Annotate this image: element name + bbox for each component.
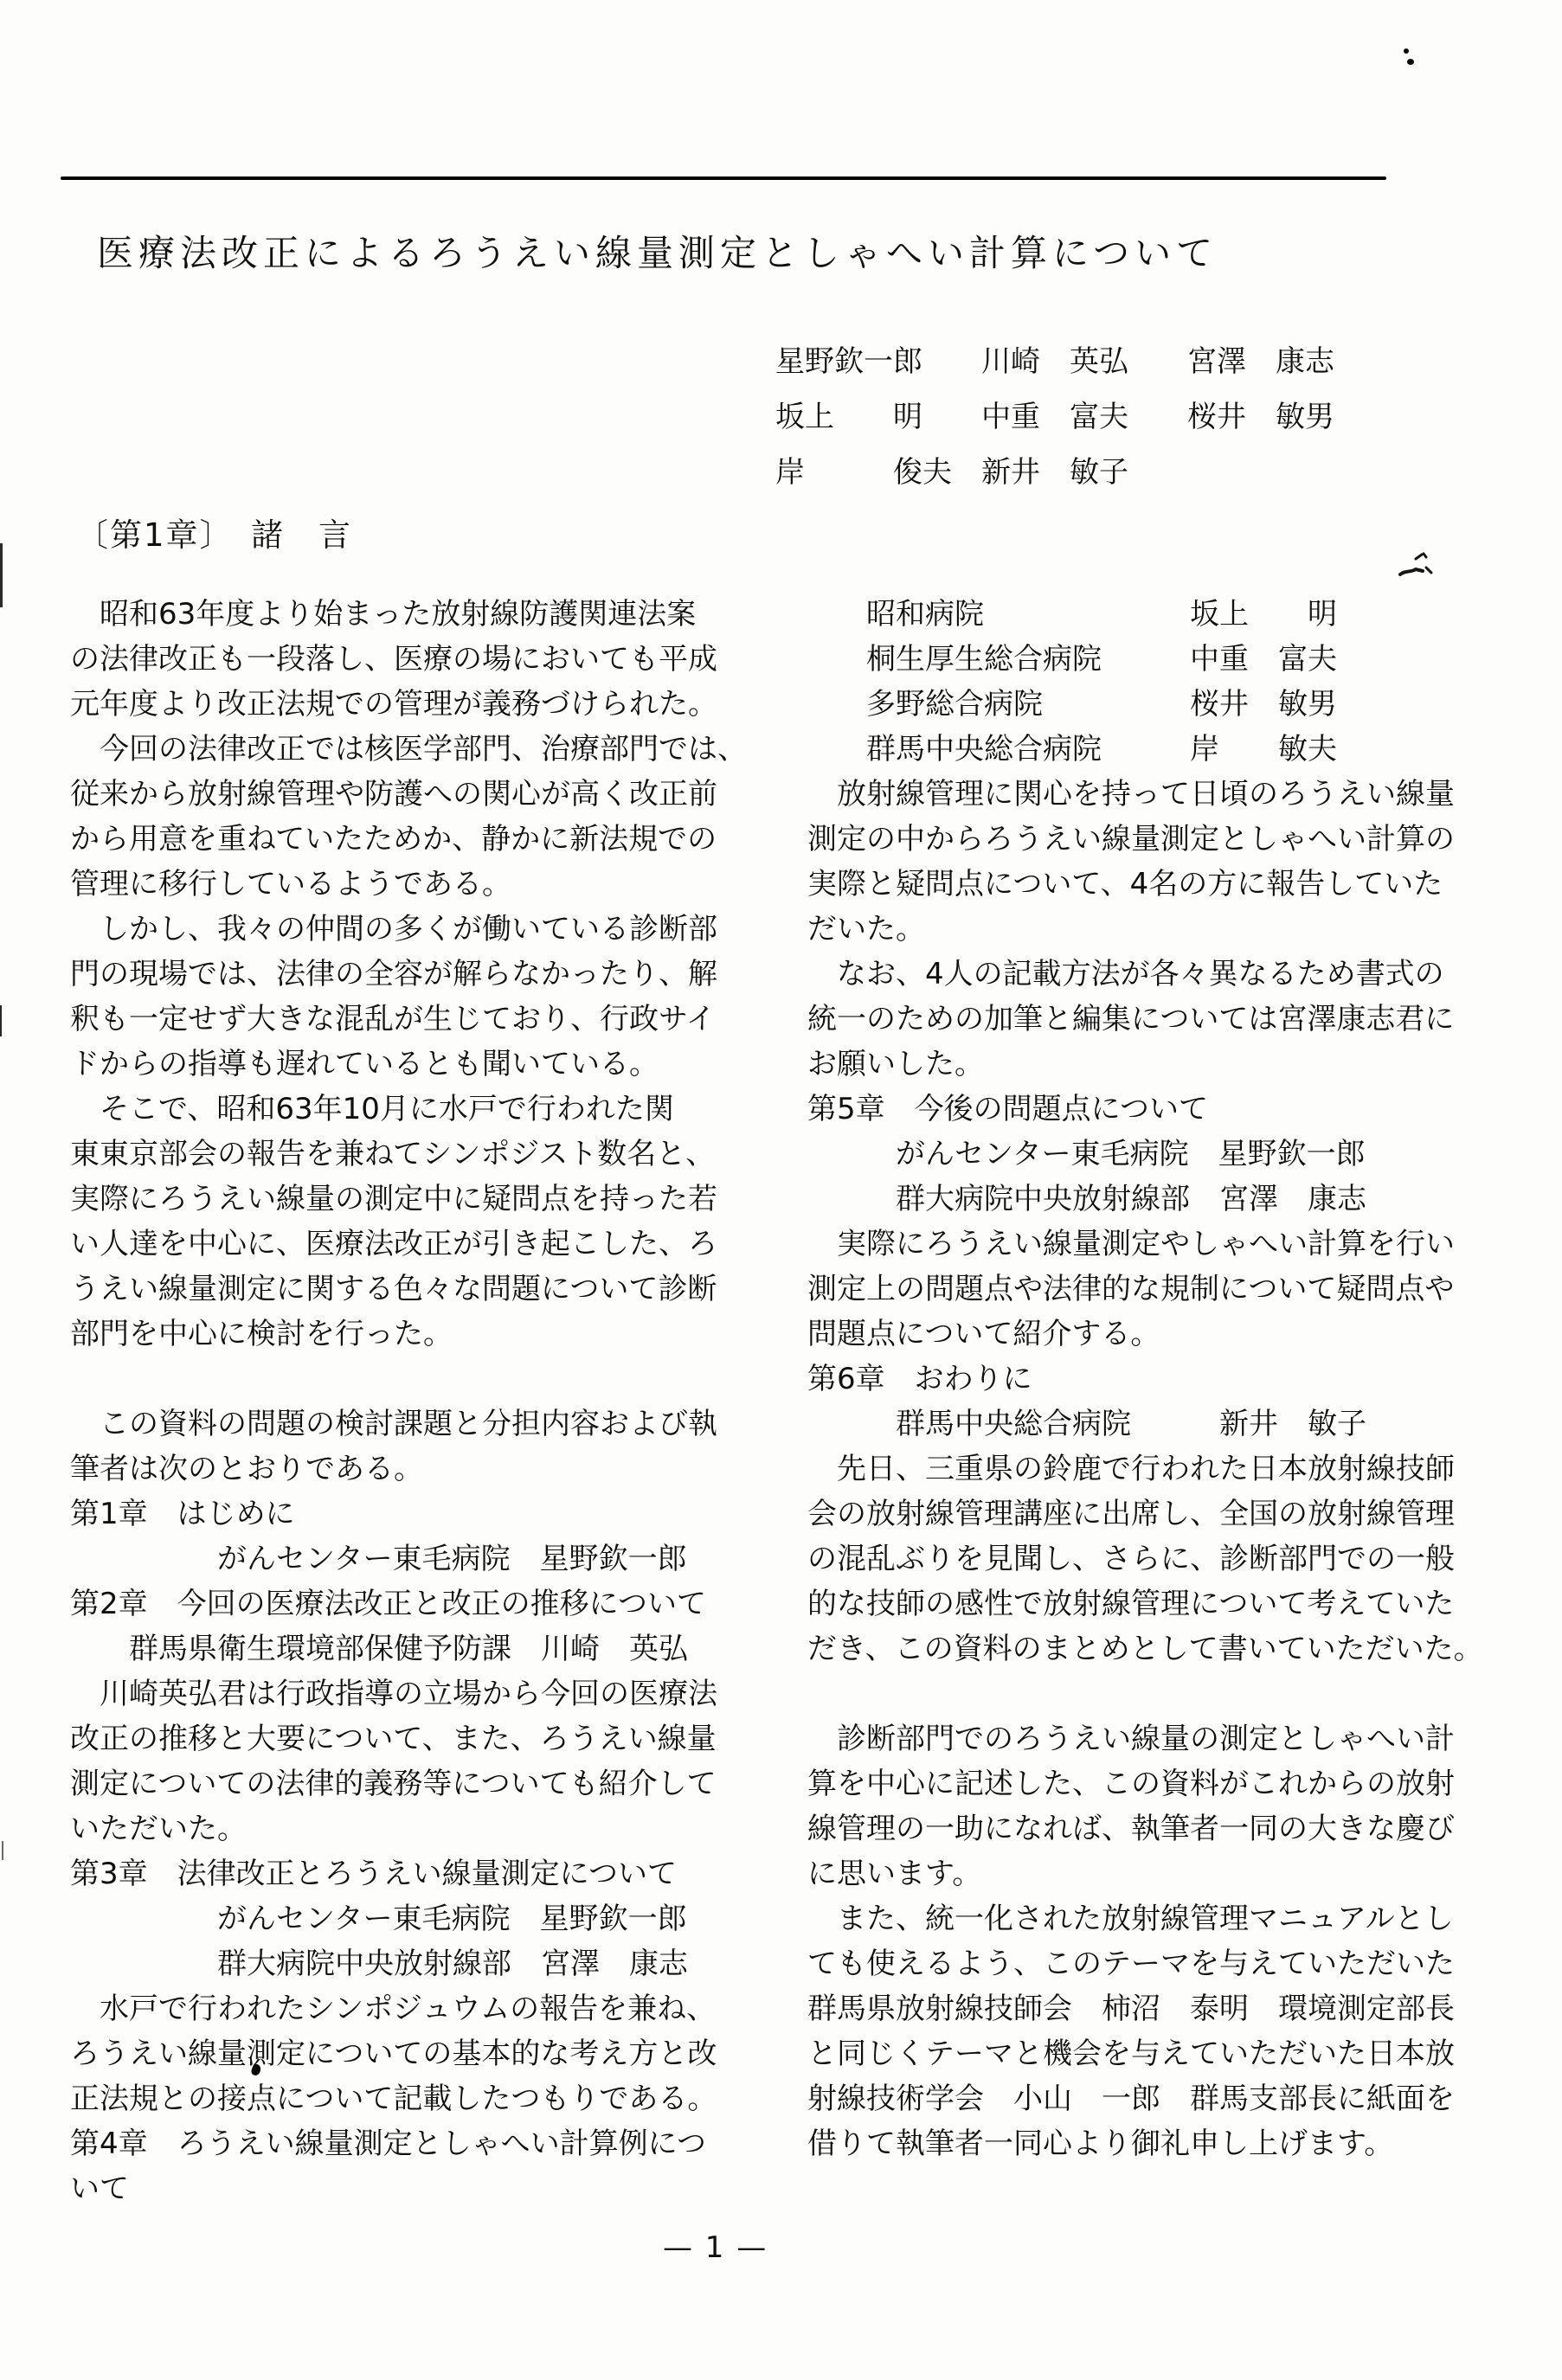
text-line: 群馬県放射線技師会 柿沼 泰明 環境測定部長 bbox=[807, 1992, 1455, 2026]
text-line: 第5章 今後の問題点について bbox=[807, 1092, 1208, 1126]
text-line: 坂上 明 中重 富夫 桜井 敏男 bbox=[775, 400, 1334, 434]
text-line: 昭和63年度より始まった放射線防護関連法案 bbox=[70, 597, 697, 632]
text-line bbox=[807, 1671, 1491, 1716]
text-line: ても使えるよう、このテーマを与えていただいた bbox=[807, 1947, 1455, 1981]
text-line: そこで、昭和63年10月に水戸で行われた関 bbox=[70, 1092, 674, 1126]
scan-edge-artifact bbox=[0, 1005, 2, 1036]
text-line: 的な技師の感性で放射線管理について考えていた bbox=[807, 1587, 1455, 1621]
text-line: に思います。 bbox=[807, 1857, 982, 1891]
text-line: 釈も一定せず大きな混乱が生じており、行政サイ bbox=[70, 1002, 716, 1036]
text-line: 測定についての法律的義務等についても紹介して bbox=[70, 1767, 717, 1801]
text-line: の法律改正も一段落し、医療の場においても平成 bbox=[70, 642, 717, 677]
text-line: 実際にろうえい線量の測定中に疑問点を持った若 bbox=[70, 1182, 717, 1216]
text-line: なお、4人の記載方法が各々異なるため書式の bbox=[807, 957, 1444, 991]
text-line: 診断部門でのろうえい線量の測定としゃへい計 bbox=[807, 1722, 1455, 1756]
text-line: から用意を重ねていたためか、静かに新法規での bbox=[70, 822, 717, 856]
scan-edge-artifact bbox=[2, 1841, 3, 1860]
text-line: この資料の問題の検討課題と分担内容および執 bbox=[70, 1407, 717, 1441]
text-line: 借りて執筆者一同心より御礼申し上げます。 bbox=[807, 2127, 1394, 2161]
text-line: ろうえい線量測定についての基本的な考え方と改 bbox=[70, 2037, 717, 2071]
text-line: 第6章 おわりに bbox=[807, 1362, 1032, 1396]
header-rule bbox=[61, 176, 1386, 180]
text-line: 実際と疑問点について、4名の方に報告していた bbox=[807, 867, 1443, 901]
text-line: がんセンター東毛病院 星野欽一郎 bbox=[70, 1902, 687, 1936]
text-line: だき、この資料のまとめとして書いていただいた。 bbox=[807, 1632, 1483, 1666]
text-line: 岸 俊夫 新井 敏子 bbox=[775, 455, 1128, 490]
text-line: がんセンター東毛病院 星野欽一郎 bbox=[70, 1542, 687, 1576]
text-line: 統一のための加筆と編集については宮澤康志君に bbox=[807, 1002, 1455, 1036]
text-line: 多野総合病院 桜井 敏男 bbox=[807, 687, 1337, 722]
left-column-text bbox=[70, 592, 754, 2211]
text-line: 筆者は次のとおりである。 bbox=[70, 1452, 423, 1486]
text-line: うえい線量測定に関する色々な問題について診断 bbox=[70, 1272, 717, 1306]
text-line: 群馬県衛生環境部保健予防課 川崎 英弘 bbox=[70, 1632, 688, 1666]
text-line: 群大病院中央放射線部 宮澤 康志 bbox=[70, 1947, 688, 1981]
text-line: 桐生厚生総合病院 中重 富夫 bbox=[807, 642, 1337, 677]
chapter1-heading: 〔第1章〕 諸 言 bbox=[76, 516, 353, 554]
text-line: ドからの指導も遅れているとも聞いている。 bbox=[70, 1047, 659, 1081]
text-line: 改正の推移と大要について、また、ろうえい線量 bbox=[70, 1722, 717, 1756]
ink-smudge bbox=[1395, 548, 1440, 585]
text-line: 射線技術学会 小山 一郎 群馬支部長に紙面を bbox=[807, 2082, 1455, 2116]
text-line: 従来から放射線管理や防護への関心が高く改正前 bbox=[70, 777, 717, 812]
text-line: 会の放射線管理講座に出席し、全国の放射線管理 bbox=[807, 1497, 1455, 1531]
text-line: 放射線管理に関心を持って日頃のろうえい線量 bbox=[807, 777, 1455, 812]
text-line: 群馬中央総合病院 新井 敏子 bbox=[807, 1407, 1366, 1441]
text-line: 今回の法律改正では核医学部門、治療部門では、 bbox=[70, 732, 747, 767]
text-line: 群大病院中央放射線部 宮澤 康志 bbox=[807, 1182, 1366, 1216]
text-line: 昭和病院 坂上 明 bbox=[807, 597, 1337, 632]
ink-speck bbox=[1407, 59, 1414, 65]
text-line: 星野欽一郎 川崎 英弘 宮澤 康志 bbox=[775, 344, 1334, 379]
text-line: い人達を中心に、医療法改正が引き起こした、ろ bbox=[70, 1227, 717, 1261]
text-line: 元年度より改正法規での管理が義務づけられた。 bbox=[70, 687, 717, 722]
text-line: お願いした。 bbox=[807, 1047, 984, 1081]
text-line: と同じくテーマと機会を与えていただいた日本放 bbox=[807, 2037, 1455, 2071]
text-line: 第2章 今回の医療法改正と改正の推移について bbox=[70, 1587, 706, 1621]
text-line: 測定上の問題点や法律的な規制について疑問点や bbox=[807, 1272, 1455, 1306]
text-line: だいた。 bbox=[807, 912, 925, 946]
text-line: 問題点について紹介する。 bbox=[807, 1317, 1160, 1351]
text-line: の混乱ぶりを見聞し、さらに、診断部門での一般 bbox=[807, 1542, 1455, 1576]
page-title: 医療法改正によるろうえい線量測定としゃへい計算について bbox=[97, 232, 1218, 274]
text-line: 実際にろうえい線量測定やしゃへい計算を行い bbox=[807, 1227, 1455, 1261]
text-line: 算を中心に記述した、この資料がこれからの放射 bbox=[807, 1767, 1455, 1801]
text-line: 第4章 ろうえい線量測定としゃへい計算例につ bbox=[70, 2127, 706, 2161]
text-line: 測定の中からろうえい線量測定としゃへい計算の bbox=[807, 822, 1455, 856]
text-line: しかし、我々の仲間の多くが働いている診断部 bbox=[70, 912, 717, 946]
text-line: 先日、三重県の鈴鹿で行われた日本放射線技師 bbox=[807, 1452, 1455, 1486]
text-line: 門の現場では、法律の全容が解らなかったり、解 bbox=[70, 957, 717, 991]
text-line: 第1章 はじめに bbox=[70, 1497, 295, 1531]
text-line: 部門を中心に検討を行った。 bbox=[70, 1317, 453, 1351]
text-line bbox=[70, 1357, 754, 1402]
text-line: 水戸で行われたシンポジュウムの報告を兼ね、 bbox=[70, 1992, 717, 2026]
page-number: — 1 — bbox=[663, 2230, 768, 2265]
text-line: 東東京部会の報告を兼ねてシンポジスト数名と、 bbox=[70, 1137, 716, 1171]
right-column-text bbox=[807, 592, 1491, 2166]
text-line: また、統一化された放射線管理マニュアルとし bbox=[807, 1902, 1454, 1936]
text-line: 線管理の一助になれば、執筆者一同の大きな慶び bbox=[807, 1812, 1455, 1846]
scan-edge-artifact bbox=[0, 543, 3, 607]
author-name-block bbox=[775, 334, 1334, 500]
text-line: がんセンター東毛病院 星野欽一郎 bbox=[807, 1137, 1366, 1171]
text-line: いただいた。 bbox=[70, 1812, 247, 1846]
text-line: 群馬中央総合病院 岸 敏夫 bbox=[807, 732, 1337, 767]
text-line: 第3章 法律改正とろうえい線量測定について bbox=[70, 1857, 677, 1891]
ink-speck bbox=[1404, 48, 1409, 54]
text-line: いて bbox=[70, 2172, 129, 2206]
text-line: 管理に移行しているようである。 bbox=[70, 867, 511, 901]
text-line: 正法規との接点について記載したつもりである。 bbox=[70, 2082, 717, 2116]
text-line: 川崎英弘君は行政指導の立場から今回の医療法 bbox=[70, 1677, 717, 1711]
